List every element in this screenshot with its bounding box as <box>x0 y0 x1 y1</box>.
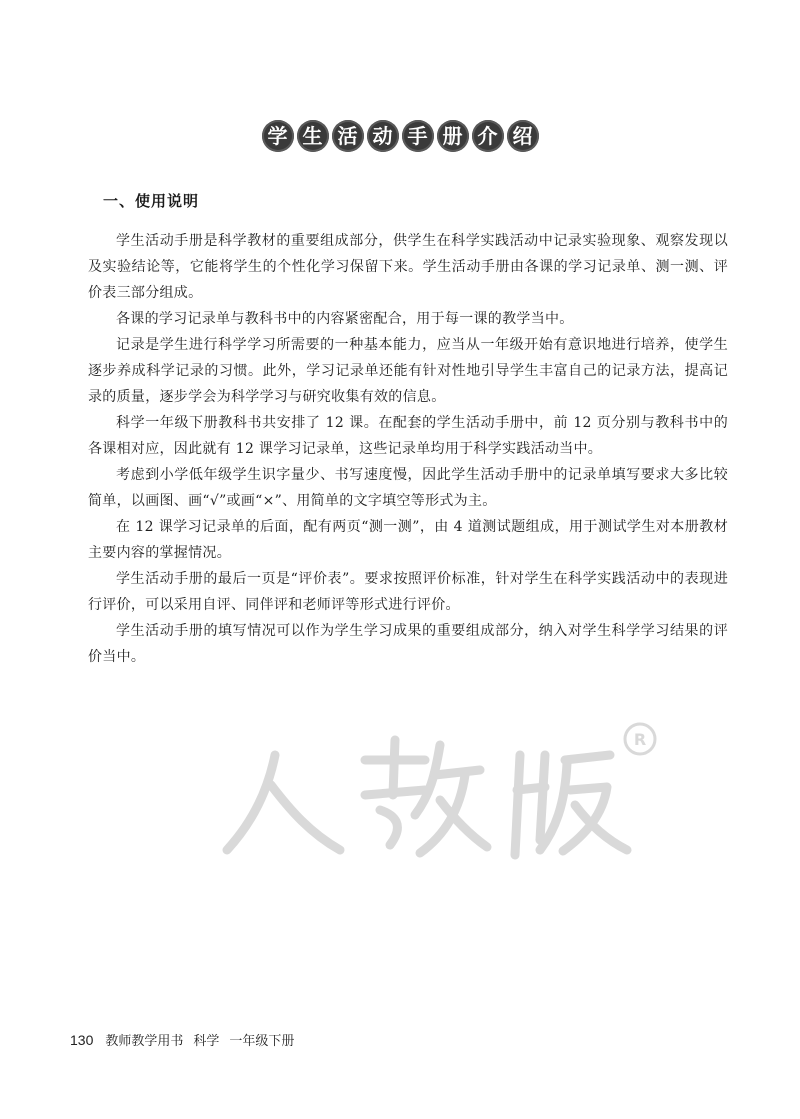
title-char: 动 <box>367 120 399 152</box>
title-char: 手 <box>402 120 434 152</box>
title-char: 活 <box>332 120 364 152</box>
paragraph: 在 12 课学习记录单的后面，配有两页“测一测”，由 4 道测试题组成，用于测试学生对本册教材主要内容的掌握情况。 <box>88 519 728 561</box>
footer-grade: 一年级下册 <box>229 1034 295 1049</box>
page-footer <box>70 1030 294 1049</box>
paragraph: 考虑到小学低年级学生识字量少、书写速度慢，因此学生活动手册中的记录单填写要求大多比较简单，以画图、画“√”或画“×”、用简单的文字填空等形式为主。 <box>88 467 728 509</box>
page-title <box>0 120 800 152</box>
paragraph: 学生活动手册的最后一页是“评价表”。要求按照评价标准，针对学生在科学实践活动中的表现进行评价，可以采用自评、同伴评和老师评等形式进行评价。 <box>88 571 728 613</box>
paragraph: 学生活动手册是科学教材的重要组成部分，供学生在科学实践活动中记录实验现象、观察发现以及实验结论等，它能将学生的个性化学习保留下来。学生活动手册由各课的学习记录单、测一测、评价表三部分组成。 <box>88 233 728 301</box>
page-number: 130 <box>70 1032 94 1048</box>
footer-subject: 科学 <box>193 1034 220 1049</box>
title-char: 介 <box>472 120 504 152</box>
title-char: 生 <box>297 120 329 152</box>
title-char: 册 <box>437 120 469 152</box>
section-heading: 一、使用说明 <box>103 192 200 210</box>
paragraph: 科学一年级下册教科书共安排了 12 课。在配套的学生活动手册中，前 12 页分别与教科书中的各课相对应，因此就有 12 课学习记录单，这些记录单均用于科学实践活动当中。 <box>88 415 728 457</box>
svg-text:R: R <box>633 730 647 749</box>
publisher-watermark <box>215 715 665 865</box>
paragraph: 各课的学习记录单与教科书中的内容紧密配合，用于每一课的教学当中。 <box>116 311 574 327</box>
footer-book-title: 教师教学用书 <box>105 1034 184 1049</box>
paragraph: 记录是学生进行科学学习所需要的一种基本能力，应当从一年级开始有意识地进行培养，使学生逐步养成科学记录的习惯。此外，学习记录单还能有针对性地引导学生丰富自己的记录方法，提高记录的质量，逐步学会为科学学习与研究收集有效的信息。 <box>88 337 728 405</box>
body-text <box>88 228 728 670</box>
paragraph: 学生活动手册的填写情况可以作为学生学习成果的重要组成部分，纳入对学生科学学习结果的评价当中。 <box>88 623 728 665</box>
title-char: 学 <box>262 120 294 152</box>
title-char: 绍 <box>507 120 539 152</box>
